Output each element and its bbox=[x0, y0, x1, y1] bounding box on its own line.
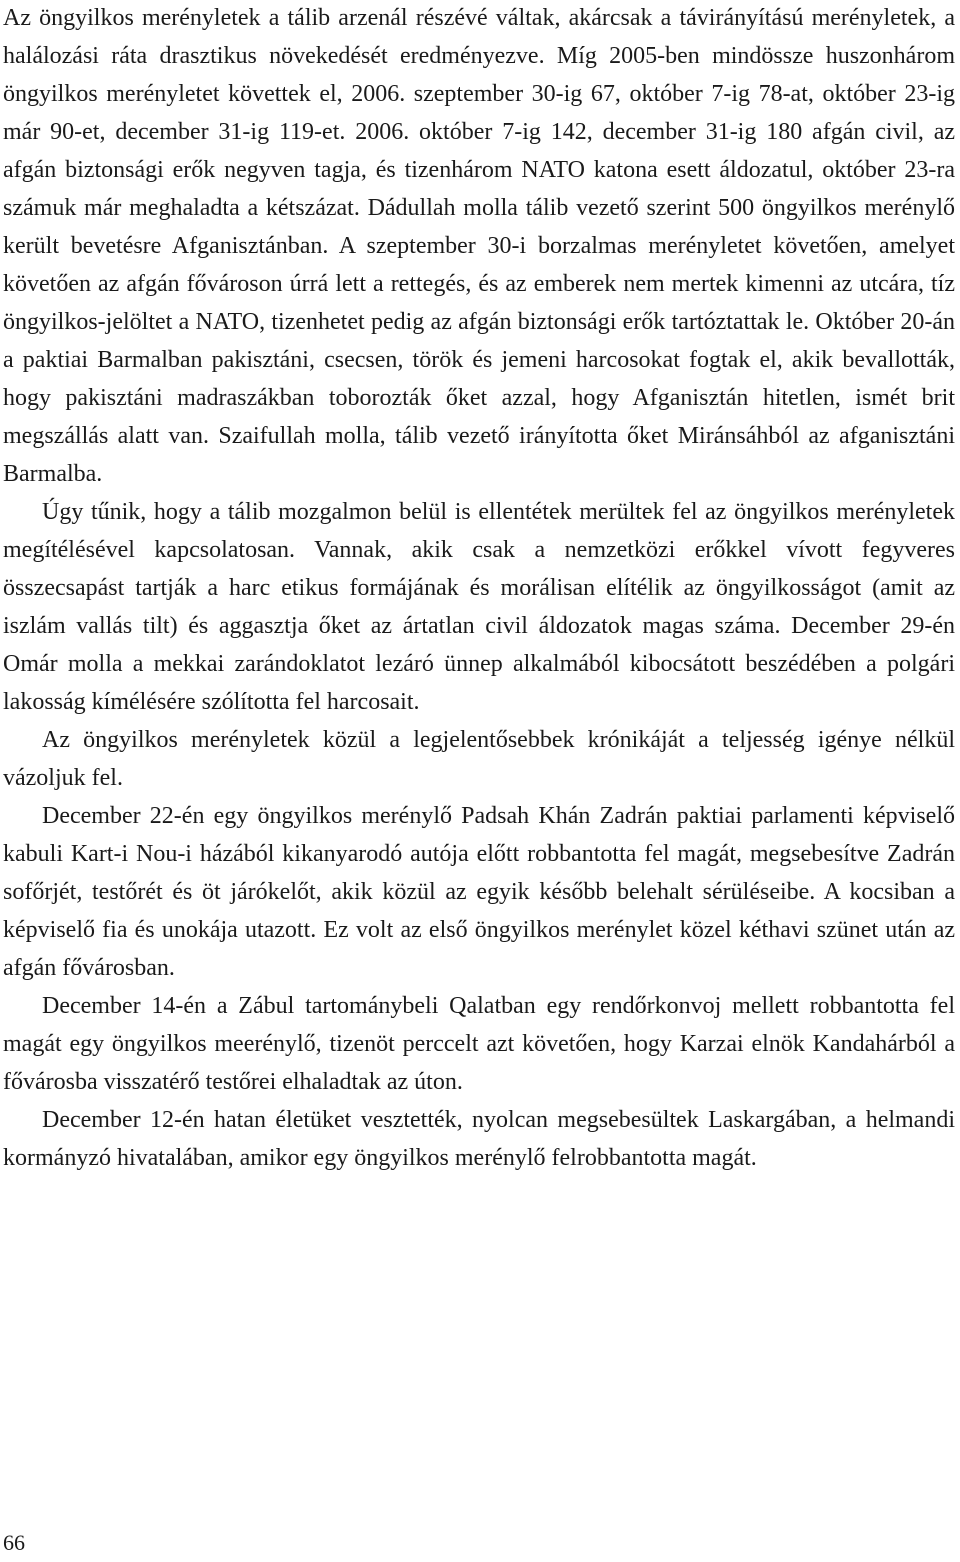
document-page bbox=[3, 0, 955, 1177]
paragraph-chronicle-intro: Az öngyilkos merényletek közül a legjelentősebbek krónikáját a teljesség igénye nélkül vázoljuk fel. bbox=[3, 727, 955, 791]
paragraph-december-12: December 12-én hatan életüket vesztették, nyolcan megsebesültek Laskargában, a helmandi kormányzó hivatalában, amikor egy öngyilkos merénylő felrobbantotta magát. bbox=[3, 1107, 955, 1171]
paragraph-taliban-internal-disagreement: Úgy tűnik, hogy a tálib mozgalmon belül is ellentétek merültek fel az öngyilkos merényletek megítélésével kapcsolatosan. Vannak, akik csak a nemzetközi erőkkel vívott fegyveres összecsapást tartják a harc etikus formájának és morálisan elítélik az öngyilkosságot (amit az iszlám vallás tilt) és aggasztja őket az ártatlan civil áldozatok magas száma. December 29-én Omár molla a mekkai zarándoklatot lezáró ünnep alkalmából kibocsátott beszédében a polgári lakosság kímélésére szólította fel harcosait. bbox=[3, 499, 955, 715]
paragraph-december-22: December 22-én egy öngyilkos merénylő Padsah Khán Zadrán paktiai parlamenti képviselő kabuli Kart-i Nou-i házából kikanyarodó autója előtt robbantotta fel magát, megsebesítve Zadrán sofőrjét, testőrét és öt járókelőt, akik közül az egyik később belehalt sérüléseibe. A kocsiban a képviselő fia és unokája utazott. Ez volt az első öngyilkos merénylet közel kéthavi szünet után az afgán fővárosban. bbox=[3, 803, 955, 981]
page-number: 66 bbox=[3, 1530, 25, 1555]
paragraph-suicide-attacks-statistics: Az öngyilkos merényletek a tálib arzenál részévé váltak, akárcsak a távirányítású merényletek, a halálozási ráta drasztikus növekedését eredményezve. Míg 2005-ben mindössze huszonhárom öngyilkos merényletet követtek el, 2006. szeptember 30-ig 67, október 7-ig 78-at, október 23-ig már 90-et, december 31-ig 119-et. 2006. október 7-ig 142, december 31-ig 180 afgán civil, az afgán biztonsági erők negyven tagja, és tizenhárom NATO katona esett áldozatul, október 23-ra számuk már meghaladta a kétszázat. Dádullah molla tálib vezető szerint 500 öngyilkos merénylő került bevetésre Afganisztánban. A szeptember 30-i borzalmas merényletet követően, amelyet követően az afgán fővároson úrrá lett a rettegés, és az emberek nem mertek kimenni az utcára, tíz öngyilkos-jelöltet a NATO, tizenhetet pedig az afgán biztonsági erők tartóztattak le. Október 20-án a paktiai Barmalban pakisztáni, csecsen, török és jemeni harcosokat fogtak el, akik bevallották, hogy pakisztáni madraszákban toborozták őket azzal, hogy Afganisztán hitetlen, ismét brit megszállás alatt van. Szaifullah molla, tálib vezető irányította őket Miránsáhból az afganisztáni Barmalba. bbox=[3, 5, 955, 487]
paragraph-december-14: December 14-én a Zábul tartománybeli Qalatban egy rendőrkonvoj mellett robbantotta fel magát egy öngyilkos meerénylő, tizenöt perccelt azt követően, hogy Karzai elnök Kandahárból a fővárosba visszatérő testőrei elhaladtak az úton. bbox=[3, 993, 955, 1095]
